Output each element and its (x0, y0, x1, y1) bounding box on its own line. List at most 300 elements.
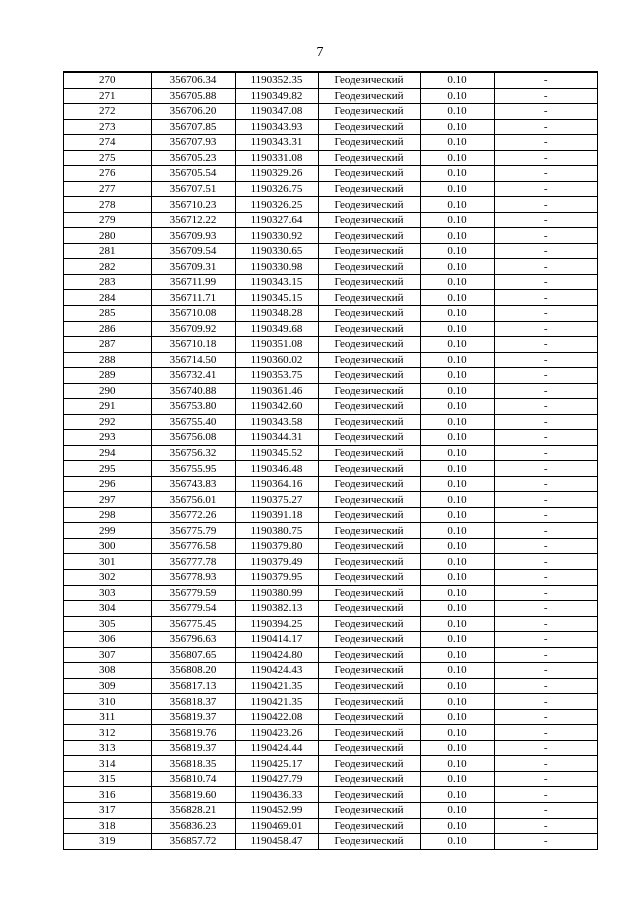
table-row (64, 818, 597, 834)
method-cell: Геодезический (318, 150, 420, 166)
method-cell: Геодезический (318, 756, 420, 772)
table-row (64, 570, 597, 586)
table-row (64, 492, 597, 508)
accuracy-cell: 0.10 (420, 166, 494, 182)
x-coordinate-cell: 356776.58 (151, 538, 235, 554)
method-cell: Геодезический (318, 771, 420, 787)
method-cell: Геодезический (318, 368, 420, 384)
y-coordinate-cell: 1190351.08 (235, 337, 318, 353)
point-number-cell: 295 (64, 461, 151, 477)
note-cell: - (494, 243, 597, 259)
accuracy-cell: 0.10 (420, 771, 494, 787)
x-coordinate-cell: 356828.21 (151, 802, 235, 818)
point-number-cell: 283 (64, 274, 151, 290)
y-coordinate-cell: 1190422.08 (235, 709, 318, 725)
accuracy-cell: 0.10 (420, 476, 494, 492)
y-coordinate-cell: 1190352.35 (235, 73, 318, 88)
page-number: 7 (316, 45, 324, 60)
point-number-cell: 274 (64, 135, 151, 151)
point-number-cell: 311 (64, 709, 151, 725)
note-cell: - (494, 601, 597, 617)
method-cell: Геодезический (318, 88, 420, 104)
point-number-cell: 310 (64, 694, 151, 710)
accuracy-cell: 0.10 (420, 399, 494, 415)
point-number-cell: 289 (64, 368, 151, 384)
point-number-cell: 270 (99, 74, 116, 87)
x-coordinate-cell: 356818.35 (151, 756, 235, 772)
point-number-cell: 277 (64, 181, 151, 197)
y-coordinate-cell: 1190349.82 (235, 88, 318, 104)
y-coordinate-cell: 1190360.02 (235, 352, 318, 368)
x-coordinate-cell: 356796.63 (151, 632, 235, 648)
x-coordinate-cell: 356709.54 (151, 243, 235, 259)
table-row (64, 321, 597, 337)
point-number-cell: 294 (64, 445, 151, 461)
accuracy-cell: 0.10 (420, 678, 494, 694)
point-number-cell: 316 (64, 787, 151, 803)
note-cell: - (494, 570, 597, 586)
note-cell: - (494, 290, 597, 306)
accuracy-cell: 0.10 (420, 259, 494, 275)
x-coordinate-cell: 356779.54 (151, 601, 235, 617)
y-coordinate-cell: 1190375.27 (235, 492, 318, 508)
method-cell: Геодезический (318, 492, 420, 508)
x-coordinate-cell: 356819.60 (151, 787, 235, 803)
accuracy-cell: 0.10 (420, 414, 494, 430)
accuracy-cell: 0.10 (420, 430, 494, 446)
note-cell: - (494, 88, 597, 104)
accuracy-cell: 0.10 (420, 585, 494, 601)
y-coordinate-cell: 1190343.15 (235, 274, 318, 290)
point-number-cell: 312 (64, 725, 151, 741)
x-coordinate-cell: 356807.65 (151, 647, 235, 663)
accuracy-cell: 0.10 (420, 445, 494, 461)
y-coordinate-cell: 1190380.99 (235, 585, 318, 601)
y-coordinate-cell: 1190348.28 (235, 305, 318, 321)
y-coordinate-cell: 1190330.65 (235, 243, 318, 259)
x-coordinate-cell: 356819.37 (151, 740, 235, 756)
x-coordinate-cell: 356732.41 (151, 368, 235, 384)
table-row (64, 538, 597, 554)
note-cell: - (494, 694, 597, 710)
table-row (64, 368, 597, 384)
x-coordinate-cell: 356706.20 (151, 104, 235, 120)
point-number-cell: 314 (64, 756, 151, 772)
method-cell: Геодезический (318, 694, 420, 710)
accuracy-cell: 0.10 (420, 135, 494, 151)
point-number-cell: 298 (64, 507, 151, 523)
method-cell: Геодезический (318, 601, 420, 617)
note-cell: - (494, 445, 597, 461)
table-row (64, 834, 597, 849)
note-cell: - (494, 181, 597, 197)
y-coordinate-cell: 1190379.95 (235, 570, 318, 586)
point-number-cell: 293 (64, 430, 151, 446)
x-coordinate-cell: 356710.23 (151, 197, 235, 213)
table-row (64, 197, 597, 213)
note-cell: - (494, 787, 597, 803)
y-coordinate-cell: 1190364.16 (235, 476, 318, 492)
method-cell: Геодезический (318, 337, 420, 353)
table-row (64, 507, 597, 523)
accuracy-cell: 0.10 (420, 274, 494, 290)
accuracy-cell: 0.10 (420, 197, 494, 213)
table-row (64, 663, 597, 679)
y-coordinate-cell: 1190394.25 (235, 616, 318, 632)
point-number-cell: 280 (64, 228, 151, 244)
method-cell: Геодезический (318, 383, 420, 399)
x-coordinate-cell: 356808.20 (151, 663, 235, 679)
x-coordinate-cell: 356711.99 (151, 274, 235, 290)
y-coordinate-cell: 1190361.46 (235, 383, 318, 399)
point-number-cell: 302 (64, 570, 151, 586)
note-cell: - (494, 632, 597, 648)
note-cell: - (494, 352, 597, 368)
method-cell: Геодезический (318, 523, 420, 539)
accuracy-cell: 0.10 (420, 492, 494, 508)
note-cell: - (494, 197, 597, 213)
x-coordinate-cell: 356711.71 (151, 290, 235, 306)
accuracy-cell: 0.10 (420, 321, 494, 337)
accuracy-cell: 0.10 (420, 290, 494, 306)
y-coordinate-cell: 1190421.35 (235, 678, 318, 694)
table-row (64, 585, 597, 601)
note-cell: - (494, 585, 597, 601)
method-cell: Геодезический (318, 305, 420, 321)
note-cell: - (494, 73, 597, 88)
method-cell: Геодезический (318, 585, 420, 601)
y-coordinate-cell: 1190427.79 (235, 771, 318, 787)
table-row (64, 632, 597, 648)
y-coordinate-cell: 1190330.92 (235, 228, 318, 244)
y-coordinate-cell: 1190452.99 (235, 802, 318, 818)
y-coordinate-cell: 1190424.43 (235, 663, 318, 679)
accuracy-cell: 0.10 (420, 725, 494, 741)
accuracy-cell: 0.10 (420, 507, 494, 523)
note-cell: - (494, 274, 597, 290)
accuracy-cell: 0.10 (420, 352, 494, 368)
y-coordinate-cell: 1190331.08 (235, 150, 318, 166)
table-row (64, 802, 597, 818)
table-row (64, 104, 597, 120)
table-row (64, 740, 597, 756)
accuracy-cell: 0.10 (420, 601, 494, 617)
coordinates-table (63, 71, 598, 850)
table-row (64, 212, 597, 228)
table-row (64, 414, 597, 430)
y-coordinate-cell: 1190344.31 (235, 430, 318, 446)
accuracy-cell: 0.10 (420, 709, 494, 725)
table-row (64, 166, 597, 182)
table-row (64, 228, 597, 244)
x-coordinate-cell: 356819.76 (151, 725, 235, 741)
x-coordinate-cell: 356777.78 (151, 554, 235, 570)
note-cell: - (494, 476, 597, 492)
point-number-cell: 318 (64, 818, 151, 834)
note-cell: - (494, 212, 597, 228)
point-number-cell: 307 (64, 647, 151, 663)
method-cell: Геодезический (318, 507, 420, 523)
method-cell: Геодезический (318, 616, 420, 632)
y-coordinate-cell: 1190326.25 (235, 197, 318, 213)
point-number-cell: 275 (64, 150, 151, 166)
method-cell: Геодезический (318, 445, 420, 461)
method-cell: Геодезический (318, 290, 420, 306)
table-row (64, 290, 597, 306)
table-row (64, 725, 597, 741)
method-cell: Геодезический (318, 228, 420, 244)
point-number-cell: 306 (64, 632, 151, 648)
accuracy-cell: 0.10 (420, 88, 494, 104)
y-coordinate-cell: 1190343.58 (235, 414, 318, 430)
method-cell: Геодезический (318, 834, 420, 849)
point-number-cell: 292 (64, 414, 151, 430)
note-cell: - (494, 647, 597, 663)
table-row (64, 181, 597, 197)
table-row (64, 119, 597, 135)
method-cell: Геодезический (318, 119, 420, 135)
x-coordinate-cell: 356775.45 (151, 616, 235, 632)
point-number-cell: 296 (64, 476, 151, 492)
method-cell: Геодезический (318, 461, 420, 477)
accuracy-cell: 0.10 (420, 756, 494, 772)
accuracy-cell: 0.10 (420, 616, 494, 632)
note-cell: - (494, 818, 597, 834)
note-cell: - (494, 678, 597, 694)
accuracy-cell: 0.10 (420, 337, 494, 353)
y-coordinate-cell: 1190327.64 (235, 212, 318, 228)
x-coordinate-cell: 356707.93 (151, 135, 235, 151)
note-cell: - (494, 725, 597, 741)
accuracy-cell: 0.10 (420, 554, 494, 570)
note-cell: - (494, 259, 597, 275)
table-row (64, 461, 597, 477)
x-coordinate-cell: 356772.26 (151, 507, 235, 523)
y-coordinate-cell: 1190345.52 (235, 445, 318, 461)
x-coordinate-cell: 356705.54 (151, 166, 235, 182)
x-coordinate-cell: 356709.92 (151, 321, 235, 337)
point-number-cell: 317 (64, 802, 151, 818)
method-cell: Геодезический (318, 212, 420, 228)
x-coordinate-cell: 356709.31 (151, 259, 235, 275)
x-coordinate-cell: 356836.23 (151, 818, 235, 834)
note-cell: - (494, 771, 597, 787)
method-cell: Геодезический (318, 709, 420, 725)
method-cell: Геодезический (318, 197, 420, 213)
x-coordinate-cell: 356705.23 (151, 150, 235, 166)
accuracy-cell: 0.10 (420, 104, 494, 120)
x-coordinate-cell: 356810.74 (151, 771, 235, 787)
accuracy-cell: 0.10 (420, 181, 494, 197)
table-row (64, 352, 597, 368)
method-cell: Геодезический (318, 663, 420, 679)
method-cell: Геодезический (318, 73, 420, 88)
y-coordinate-cell: 1190326.75 (235, 181, 318, 197)
note-cell: - (494, 507, 597, 523)
note-cell: - (494, 523, 597, 539)
table-row (64, 601, 597, 617)
point-number-cell: 308 (64, 663, 151, 679)
note-cell: - (494, 399, 597, 415)
y-coordinate-cell: 1190347.08 (235, 104, 318, 120)
note-cell: - (494, 383, 597, 399)
point-number-cell: 304 (64, 601, 151, 617)
accuracy-cell: 0.10 (420, 818, 494, 834)
x-coordinate-cell: 356712.22 (151, 212, 235, 228)
table-row (64, 88, 597, 104)
y-coordinate-cell: 1190342.60 (235, 399, 318, 415)
x-coordinate-cell: 356707.51 (151, 181, 235, 197)
method-cell: Геодезический (318, 104, 420, 120)
table-row (64, 274, 597, 290)
method-cell: Геодезический (318, 725, 420, 741)
method-cell: Геодезический (318, 818, 420, 834)
y-coordinate-cell: 1190424.44 (235, 740, 318, 756)
method-cell: Геодезический (318, 135, 420, 151)
method-cell: Геодезический (318, 740, 420, 756)
note-cell: - (494, 430, 597, 446)
note-cell: - (494, 305, 597, 321)
note-cell: - (494, 756, 597, 772)
y-coordinate-cell: 1190380.75 (235, 523, 318, 539)
note-cell: - (494, 368, 597, 384)
y-coordinate-cell: 1190436.33 (235, 787, 318, 803)
note-cell: - (494, 538, 597, 554)
accuracy-cell: 0.10 (420, 802, 494, 818)
point-number-cell: 315 (64, 771, 151, 787)
point-number-cell: 297 (64, 492, 151, 508)
table-row (64, 523, 597, 539)
point-number-cell: 271 (64, 88, 151, 104)
point-number-cell: 299 (64, 523, 151, 539)
table-row (64, 337, 597, 353)
table-row (64, 787, 597, 803)
accuracy-cell: 0.10 (420, 73, 494, 88)
point-number-cell: 290 (64, 383, 151, 399)
accuracy-cell: 0.10 (420, 538, 494, 554)
point-number-cell: 303 (64, 585, 151, 601)
y-coordinate-cell: 1190353.75 (235, 368, 318, 384)
y-coordinate-cell: 1190421.35 (235, 694, 318, 710)
table-row (64, 243, 597, 259)
accuracy-cell: 0.10 (420, 383, 494, 399)
point-number-cell: 284 (64, 290, 151, 306)
point-number-cell: 288 (64, 352, 151, 368)
x-coordinate-cell: 356714.50 (151, 352, 235, 368)
point-number-cell: 286 (64, 321, 151, 337)
accuracy-cell: 0.10 (420, 663, 494, 679)
accuracy-cell: 0.10 (420, 740, 494, 756)
y-coordinate-cell: 1190329.26 (235, 166, 318, 182)
point-number-cell: 313 (64, 740, 151, 756)
accuracy-cell: 0.10 (420, 694, 494, 710)
x-coordinate-cell: 356740.88 (151, 383, 235, 399)
y-coordinate-cell: 1190330.98 (235, 259, 318, 275)
accuracy-cell: 0.10 (420, 305, 494, 321)
x-coordinate-cell: 356756.01 (151, 492, 235, 508)
point-number-cell: 273 (64, 119, 151, 135)
method-cell: Геодезический (318, 399, 420, 415)
x-coordinate-cell: 356817.13 (151, 678, 235, 694)
table-row (64, 616, 597, 632)
table-row (64, 259, 597, 275)
method-cell: Геодезический (318, 259, 420, 275)
table-row (64, 771, 597, 787)
point-number-cell: 285 (64, 305, 151, 321)
y-coordinate-cell: 1190391.18 (235, 507, 318, 523)
x-coordinate-cell: 356756.08 (151, 430, 235, 446)
x-coordinate-cell: 356857.72 (151, 834, 235, 849)
point-number-cell: 281 (64, 243, 151, 259)
table-row (64, 694, 597, 710)
table-row (64, 430, 597, 446)
method-cell: Геодезический (318, 476, 420, 492)
table-body (64, 73, 597, 849)
x-coordinate-cell: 356743.83 (151, 476, 235, 492)
x-coordinate-cell: 356755.40 (151, 414, 235, 430)
note-cell: - (494, 135, 597, 151)
method-cell: Геодезический (318, 678, 420, 694)
x-coordinate-cell: 356753.80 (151, 399, 235, 415)
note-cell: - (494, 337, 597, 353)
y-coordinate-cell: 1190346.48 (235, 461, 318, 477)
point-number-cell: 301 (64, 554, 151, 570)
x-coordinate-cell: 356778.93 (151, 570, 235, 586)
accuracy-cell: 0.10 (420, 228, 494, 244)
y-coordinate-cell: 1190424.80 (235, 647, 318, 663)
method-cell: Геодезический (318, 321, 420, 337)
x-coordinate-cell: 356819.37 (151, 709, 235, 725)
x-coordinate-cell: 356756.32 (151, 445, 235, 461)
note-cell: - (494, 709, 597, 725)
method-cell: Геодезический (318, 414, 420, 430)
method-cell: Геодезический (318, 166, 420, 182)
note-cell: - (494, 834, 597, 849)
x-coordinate-cell: 356710.18 (151, 337, 235, 353)
x-coordinate-cell: 356779.59 (151, 585, 235, 601)
point-number-cell: 300 (64, 538, 151, 554)
y-coordinate-cell: 1190343.93 (235, 119, 318, 135)
note-cell: - (494, 150, 597, 166)
y-coordinate-cell: 1190382.13 (235, 601, 318, 617)
table-row (64, 73, 597, 88)
note-cell: - (494, 104, 597, 120)
table-row (64, 476, 597, 492)
point-number-cell: 305 (64, 616, 151, 632)
method-cell: Геодезический (318, 430, 420, 446)
x-coordinate-cell: 356707.85 (151, 119, 235, 135)
y-coordinate-cell: 1190414.17 (235, 632, 318, 648)
point-number-cell: 319 (64, 834, 151, 849)
accuracy-cell: 0.10 (420, 119, 494, 135)
table-row (64, 554, 597, 570)
accuracy-cell: 0.10 (420, 368, 494, 384)
y-coordinate-cell: 1190423.26 (235, 725, 318, 741)
method-cell: Геодезический (318, 570, 420, 586)
point-number-cell: 279 (64, 212, 151, 228)
table-row (64, 678, 597, 694)
accuracy-cell: 0.10 (420, 834, 494, 849)
note-cell: - (494, 740, 597, 756)
y-coordinate-cell: 1190379.80 (235, 538, 318, 554)
note-cell: - (494, 119, 597, 135)
table-row (64, 709, 597, 725)
table-row (64, 135, 597, 151)
point-number-cell: 287 (64, 337, 151, 353)
method-cell: Геодезический (318, 274, 420, 290)
accuracy-cell: 0.10 (420, 461, 494, 477)
point-number-cell: 272 (64, 104, 151, 120)
